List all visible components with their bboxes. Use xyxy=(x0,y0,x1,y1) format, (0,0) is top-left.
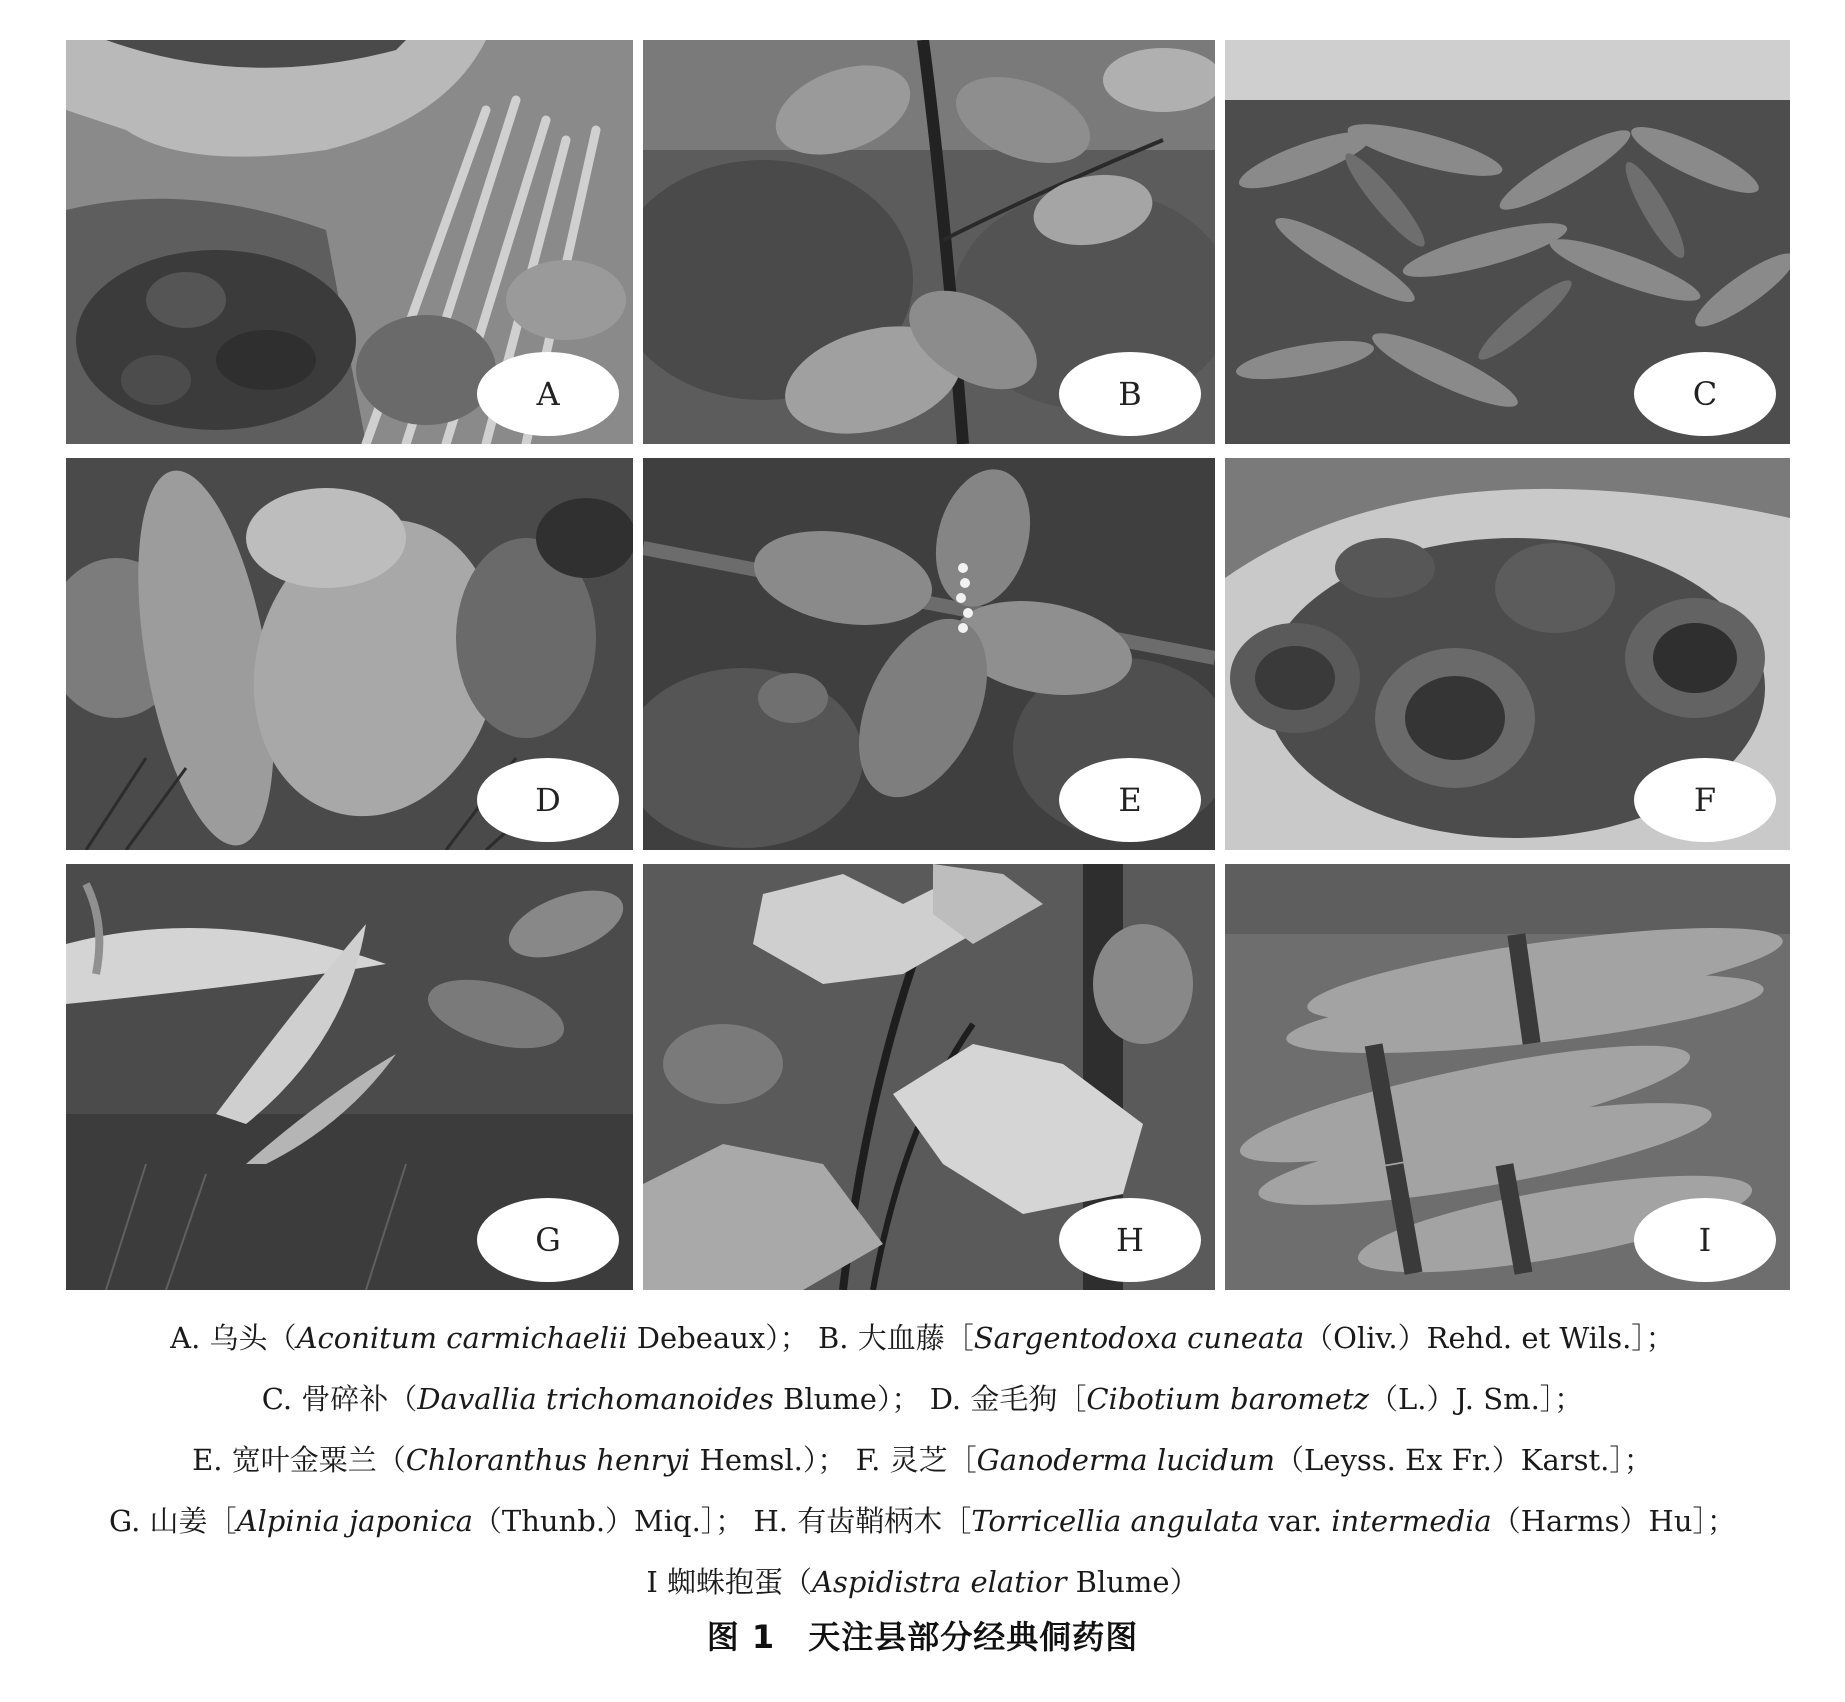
caption-a-scientific-name: Aconitum carmichaelii xyxy=(296,1321,628,1355)
caption-f-suffix: （Leyss. Ex Fr.）Karst.］； xyxy=(1275,1443,1653,1477)
caption-h-variety-name: intermedia xyxy=(1331,1504,1492,1538)
caption-line-4 xyxy=(0,1491,1845,1552)
caption-line-3 xyxy=(0,1430,1845,1491)
figure-photo-grid xyxy=(66,40,1790,1290)
photo-panel-a xyxy=(66,40,633,444)
caption-b-scientific-name: Sargentodoxa cuneata xyxy=(973,1321,1305,1355)
caption-h-prefix: H. 有齿鞘柄木［ xyxy=(753,1504,972,1538)
caption-e-suffix: Hemsl.）； xyxy=(690,1443,847,1477)
panel-label-h: H xyxy=(1059,1198,1201,1282)
caption-g-suffix: （Thunb.）Miq.］； xyxy=(472,1504,745,1538)
caption-i-suffix: Blume） xyxy=(1066,1565,1199,1599)
panel-label-g: G xyxy=(477,1198,619,1282)
photo-panel-c xyxy=(1225,40,1790,444)
photo-panel-b xyxy=(643,40,1215,444)
panel-label-a: A xyxy=(477,352,619,436)
caption-e-prefix: E. 宽叶金粟兰（ xyxy=(192,1443,406,1477)
caption-f-prefix: F. 灵芝［ xyxy=(855,1443,977,1477)
caption-g-prefix: G. 山姜［ xyxy=(108,1504,237,1538)
caption-h-suffix: （Harms）Hu］； xyxy=(1491,1504,1736,1538)
caption-g-scientific-name: Alpinia japonica xyxy=(236,1504,473,1538)
caption-c-suffix: Blume）； xyxy=(773,1382,921,1416)
caption-d-prefix: D. 金毛狗［ xyxy=(929,1382,1087,1416)
caption-b-prefix: B. 大血藤［ xyxy=(817,1321,974,1355)
panel-label-b: B xyxy=(1059,352,1201,436)
caption-f-scientific-name: Ganoderma lucidum xyxy=(976,1443,1276,1477)
caption-line-1 xyxy=(0,1308,1845,1369)
caption-line-5 xyxy=(0,1552,1845,1613)
caption-a-suffix: Debeaux）； xyxy=(627,1321,809,1355)
photo-panel-h xyxy=(643,864,1215,1290)
photo-panel-g xyxy=(66,864,633,1290)
caption-i-scientific-name: Aspidistra elatior xyxy=(812,1565,1067,1599)
photo-panel-d xyxy=(66,458,633,850)
panel-label-e: E xyxy=(1059,758,1201,842)
caption-a-prefix: A. 乌头（ xyxy=(170,1321,297,1355)
photo-panel-e xyxy=(643,458,1215,850)
figure-caption xyxy=(0,1308,1845,1613)
caption-b-suffix: （Oliv.）Rehd. et Wils.］； xyxy=(1304,1321,1675,1355)
figure-title: 图 1 天注县部分经典侗药图 xyxy=(706,1618,1139,1656)
caption-c-scientific-name: Davallia trichomanoides xyxy=(417,1382,774,1416)
photo-panel-i xyxy=(1225,864,1790,1290)
caption-line-2 xyxy=(0,1369,1845,1430)
panel-label-i: I xyxy=(1634,1198,1776,1282)
caption-c-prefix: C. 骨碎补（ xyxy=(261,1382,418,1416)
photo-panel-f xyxy=(1225,458,1790,850)
panel-label-d: D xyxy=(477,758,619,842)
caption-e-scientific-name: Chloranthus henryi xyxy=(405,1443,691,1477)
caption-i-prefix: I 蜘蛛抱蛋（ xyxy=(646,1565,813,1599)
caption-d-scientific-name: Cibotium barometz xyxy=(1086,1382,1369,1416)
panel-label-f: F xyxy=(1634,758,1776,842)
caption-d-suffix: （L.）J. Sm.］； xyxy=(1368,1382,1584,1416)
caption-h-scientific-name: Torricellia angulata xyxy=(971,1504,1260,1538)
caption-h-variety-marker: var. xyxy=(1259,1504,1332,1538)
panel-label-c: C xyxy=(1634,352,1776,436)
